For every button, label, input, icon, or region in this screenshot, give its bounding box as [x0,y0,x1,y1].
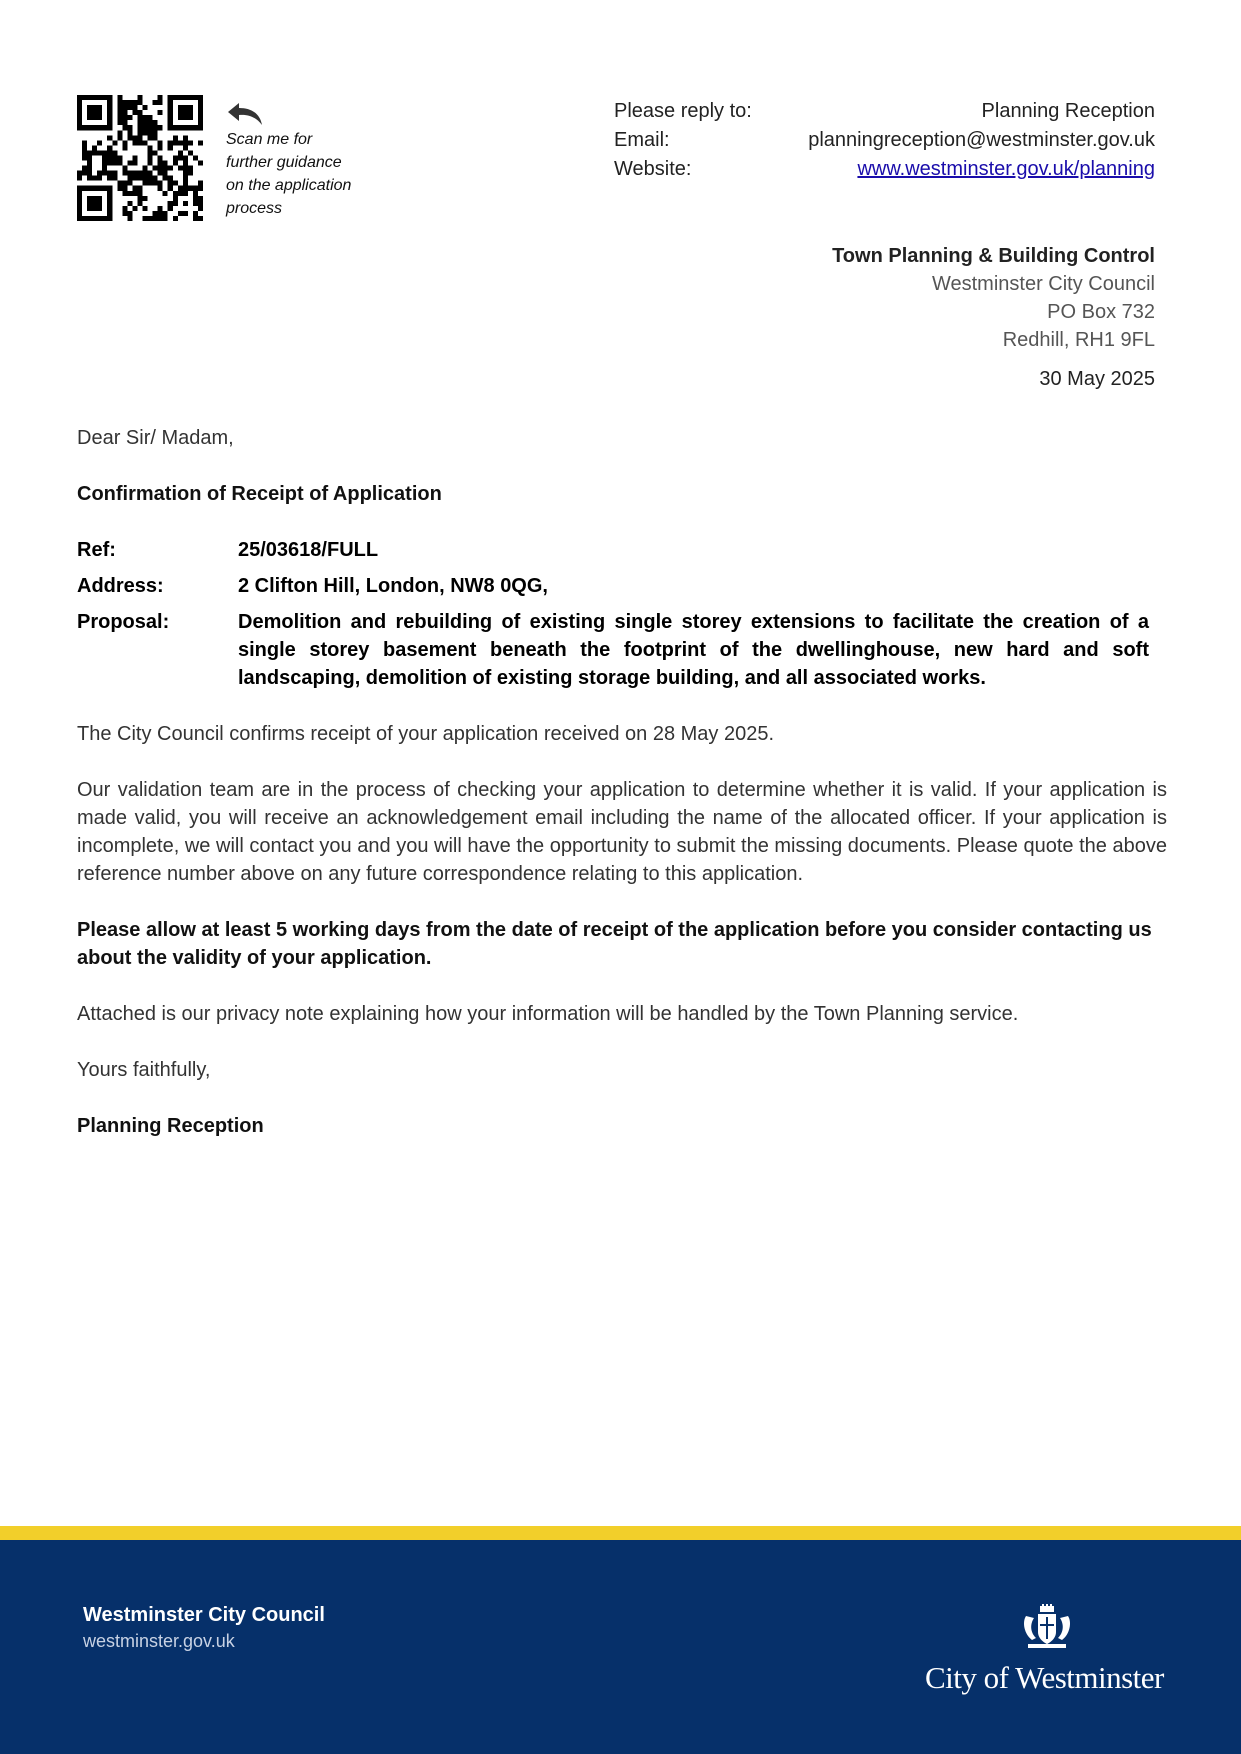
website-link[interactable]: www.westminster.gov.uk/planning [857,158,1155,180]
qr-caption-line: Scan me for [226,131,313,148]
reply-row [614,98,1155,127]
qr-code [77,95,203,221]
reply-label: Please reply to: [614,100,752,122]
privacy-paragraph: Attached is our privacy note explaining how your information will be handled by the Town Planning service. [77,1003,1019,1025]
allow-paragraph: Please allow at least 5 working days from the date of receipt of the application before you consider contacting us about the validity of your application. [77,919,1152,969]
department-name: Town Planning & Building Control [832,245,1155,267]
qr-caption-line: on the application [226,177,352,194]
address-row [77,572,1149,600]
footer-website: westminster.gov.uk [83,1631,235,1651]
town-postcode: Redhill, RH1 9FL [1002,329,1155,351]
salutation: Dear Sir/ Madam, [77,427,234,449]
footer-stripe [0,1526,1241,1540]
ref-value: 25/03618/FULL [238,539,379,561]
qr-caption-line: process [226,200,283,217]
proposal-row [77,608,1149,692]
address-value: 2 Clifton Hill, London, NW8 0QG, [238,575,548,597]
footer-brand: City of Westminster [925,1660,1164,1695]
signature: Planning Reception [77,1115,264,1137]
qr-caption-line: further guidance [226,154,342,171]
ref-label: Ref: [77,539,116,561]
validation-paragraph: Our validation team are in the process of checking your application to determine whether it is valid. If your application is made valid, you will receive an acknowledgement email including the name of the allocated officer. If your application is incomplete, we will contact you and you will have the opportunity to submit the missing documents. Please quote the above reference number above on any future correspondence relating to this application. [77,779,1167,885]
receipt-paragraph: The City Council confirms receipt of your application received on 28 May 2025. [77,723,775,745]
crest-icon [1018,1604,1076,1650]
qr-caption [226,128,376,220]
email-value[interactable]: planningreception@westminster.gov.uk [808,129,1155,151]
sender-address [832,242,1155,354]
proposal-label: Proposal: [77,611,170,633]
contact-block [614,98,1155,185]
reply-value: Planning Reception [981,100,1155,122]
council-name: Westminster City Council [931,273,1155,295]
ref-row [77,536,1149,564]
email-label: Email: [614,129,670,151]
po-box: PO Box 732 [1047,301,1155,323]
letter-date: 30 May 2025 [1039,368,1155,390]
reply-arrow-icon [226,101,264,127]
closing: Yours faithfully, [77,1059,211,1081]
application-details [77,536,1149,700]
proposal-value: Demolition and rebuilding of existing single storey extensions to facilitate the creation of a single storey basement beneath the footprint of the dwellinghouse, new hard and soft landscaping, demolition of existing storage building, and all associated works. [238,611,1149,689]
email-row [614,127,1155,156]
website-label: Website: [614,158,692,180]
address-label: Address: [77,575,164,597]
letter-subject: Confirmation of Receipt of Application [77,483,442,505]
footer-council-name: Westminster City Council [83,1604,325,1626]
website-row [614,156,1155,185]
